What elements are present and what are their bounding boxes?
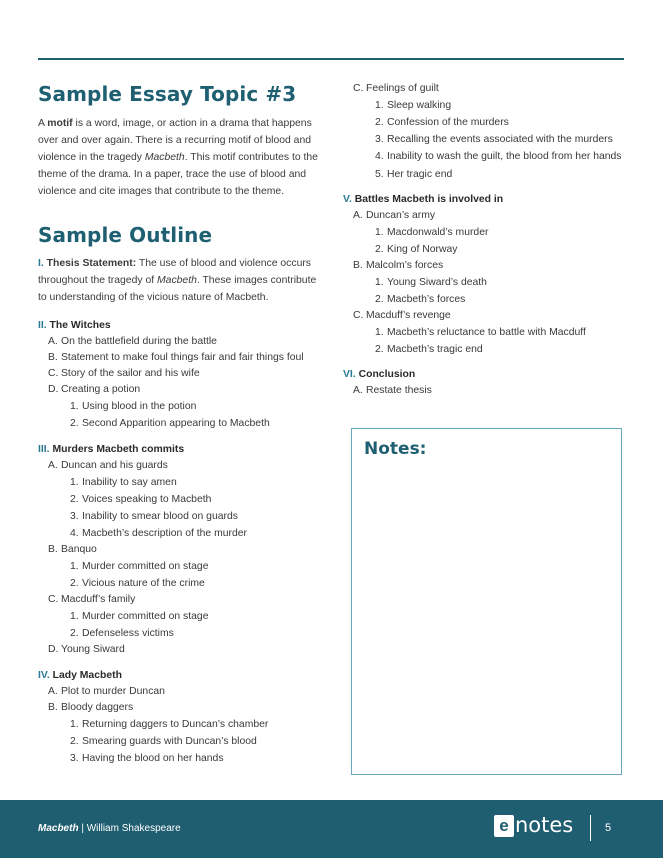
outline-item: A. Duncan’s army — [353, 210, 436, 221]
outline-subitem: 4. Macbeth’s description of the murder — [70, 527, 247, 539]
outline-subitem: 2. Voices speaking to Macbeth — [70, 493, 212, 505]
right-column — [343, 82, 633, 399]
left-column — [38, 82, 320, 767]
logo-e-icon: e — [494, 815, 514, 837]
section-heading: V. Battles Macbeth is involved in — [343, 194, 504, 205]
notes-title: Notes: — [364, 439, 427, 459]
outline-subitem: 2. King of Norway — [375, 244, 458, 255]
essay-title: Sample Essay Topic #3 — [38, 82, 297, 106]
outline-item: B. Banquo — [48, 543, 97, 555]
outline-subitem: 2. Smearing guards with Duncan’s blood — [70, 735, 257, 747]
outline-item: A. Duncan and his guards — [48, 459, 168, 471]
outline-subitem: 5. Her tragic end — [375, 169, 453, 180]
footer-divider — [590, 815, 591, 841]
outline-item: D. Young Siward — [48, 643, 125, 655]
motif-term: motif — [47, 118, 73, 129]
outline-subitem: 3. Having the blood on her hands — [70, 752, 224, 764]
logo-text: notes — [515, 813, 574, 837]
section-heading: II. The Witches — [38, 319, 111, 331]
outline-subitem: 2. Defenseless victims — [70, 627, 174, 639]
section-battles — [343, 192, 633, 358]
outline-subitem: 1. Murder committed on stage — [70, 560, 209, 572]
footer-book-title: Macbeth — [38, 823, 79, 834]
page-number: 5 — [605, 822, 612, 834]
outline-item: B. Malcolm’s forces — [353, 260, 444, 271]
outline-item: C. Macduff’s family — [48, 593, 136, 605]
outline-subitem: 1. Using blood in the potion — [70, 400, 197, 412]
outline-item: B. Bloody daggers — [48, 701, 134, 713]
section-witches — [38, 318, 320, 432]
essay-intro: A motif is a word, image, or action in a drama that happens over and over again. There is a recurring motif of blood and violence in the tragedy Macbeth. This motif contributes to the theme of the drama. In a paper, trace the use of blood and violence and cite images that contribute to the theme. — [38, 118, 318, 197]
outline-subitem: 1. Sleep walking — [375, 100, 452, 111]
outline-title: Sample Outline — [38, 223, 213, 247]
section-heading: VI. Conclusion — [343, 369, 416, 380]
outline-item: A. Restate thesis — [353, 385, 432, 396]
outline-item: C. Feelings of guilt — [353, 83, 439, 94]
outline-item: A. On the battlefield during the battle — [48, 335, 217, 347]
outline-item: A. Plot to murder Duncan — [48, 685, 165, 697]
footer — [0, 800, 663, 858]
outline-subitem: 1. Macdonwald’s murder — [375, 227, 489, 238]
section-lady-macbeth — [38, 668, 320, 767]
section-conclusion — [343, 367, 633, 399]
outline-subitem: 1. Macbeth’s reluctance to battle with Macduff — [375, 327, 586, 338]
footer-author: William Shakespeare — [86, 823, 181, 834]
outline-subitem: 1. Murder committed on stage — [70, 610, 209, 622]
thesis-statement: I. Thesis Statement: The use of blood and violence occurs throughout the tragedy of Macbeth. These images contribute to understanding of the vicious nature of Macbeth. — [38, 258, 317, 304]
outline-subitem: 1. Inability to say amen — [70, 476, 177, 488]
footer-book-info: Macbeth | William Shakespeare — [38, 823, 181, 834]
section-heading: IV. Lady Macbeth — [38, 669, 122, 681]
section-heading: III. Murders Macbeth commits — [38, 443, 185, 455]
outline-item: C. Story of the sailor and his wife — [48, 367, 200, 379]
outline-subitem: 2. Macbeth’s forces — [375, 294, 466, 305]
thesis-label: I. Thesis Statement: — [38, 258, 137, 269]
outline-subitem: 2. Confession of the murders — [375, 117, 509, 128]
outline-item: D. Creating a potion — [48, 383, 141, 395]
notes-box — [351, 428, 622, 775]
outline-subitem: 2. Macbeth’s tragic end — [375, 344, 483, 355]
top-rule — [38, 58, 624, 60]
section-lady-macbeth-cont — [343, 81, 633, 183]
outline-subitem: 1. Returning daggers to Duncan’s chamber — [70, 718, 269, 730]
section-murders — [38, 442, 320, 658]
outline-subitem: 1. Young Siward’s death — [375, 277, 487, 288]
outline-item: C. Macduff’s revenge — [353, 310, 451, 321]
outline-subitem: 2. Second Apparition appearing to Macbeth — [70, 417, 270, 429]
outline-subitem: 4. Inability to wash the guilt, the blood from her hands — [375, 151, 622, 162]
outline-item: B. Statement to make foul things fair and fair things foul — [48, 351, 304, 363]
outline-subitem: 3. Recalling the events associated with the murders — [375, 134, 613, 145]
outline-subitem: 2. Vicious nature of the crime — [70, 577, 205, 589]
outline-subitem: 3. Inability to smear blood on guards — [70, 510, 238, 522]
